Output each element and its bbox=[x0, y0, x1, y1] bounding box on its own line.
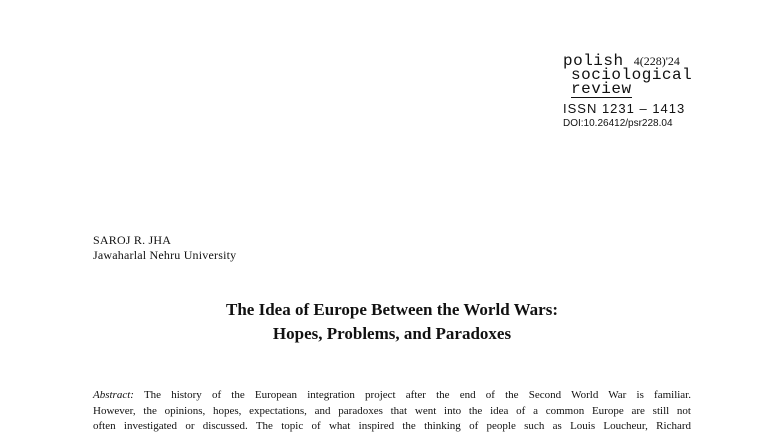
article-title-line-2: Hopes, Problems, and Paradoxes bbox=[272, 324, 512, 343]
article-title-line-1: The Idea of Europe Between the World Wars: bbox=[226, 300, 558, 319]
author-affiliation: Jawaharlal Nehru University bbox=[93, 248, 237, 262]
journal-name-review: review bbox=[571, 80, 632, 98]
abstract-line-2: However, the opinions, hopes, expectations, and paradoxes that went into the idea of a common Europe are still not bbox=[93, 404, 691, 417]
journal-masthead bbox=[563, 54, 703, 130]
abstract bbox=[93, 388, 691, 435]
issn: ISSN 1231 – 1413 bbox=[563, 101, 686, 116]
abstract-label: Abstract: bbox=[93, 389, 134, 401]
doi: DOI:10.26412/psr228.04 bbox=[563, 118, 673, 129]
journal-name-polish: polish bbox=[563, 52, 624, 70]
issue-number: 4(228)'24 bbox=[633, 54, 680, 68]
abstract-line-3: often investigated or discussed. The topic of what inspired the thinking of people such as Louis Loucheur, Richard bbox=[93, 420, 691, 432]
author-block bbox=[93, 233, 236, 263]
abstract-line-1: The history of the European integration project after the end of the Second World War is familiar. bbox=[143, 389, 691, 401]
journal-name-sociological: sociological bbox=[571, 66, 693, 84]
author-name: SAROJ R. JHA bbox=[93, 233, 172, 247]
